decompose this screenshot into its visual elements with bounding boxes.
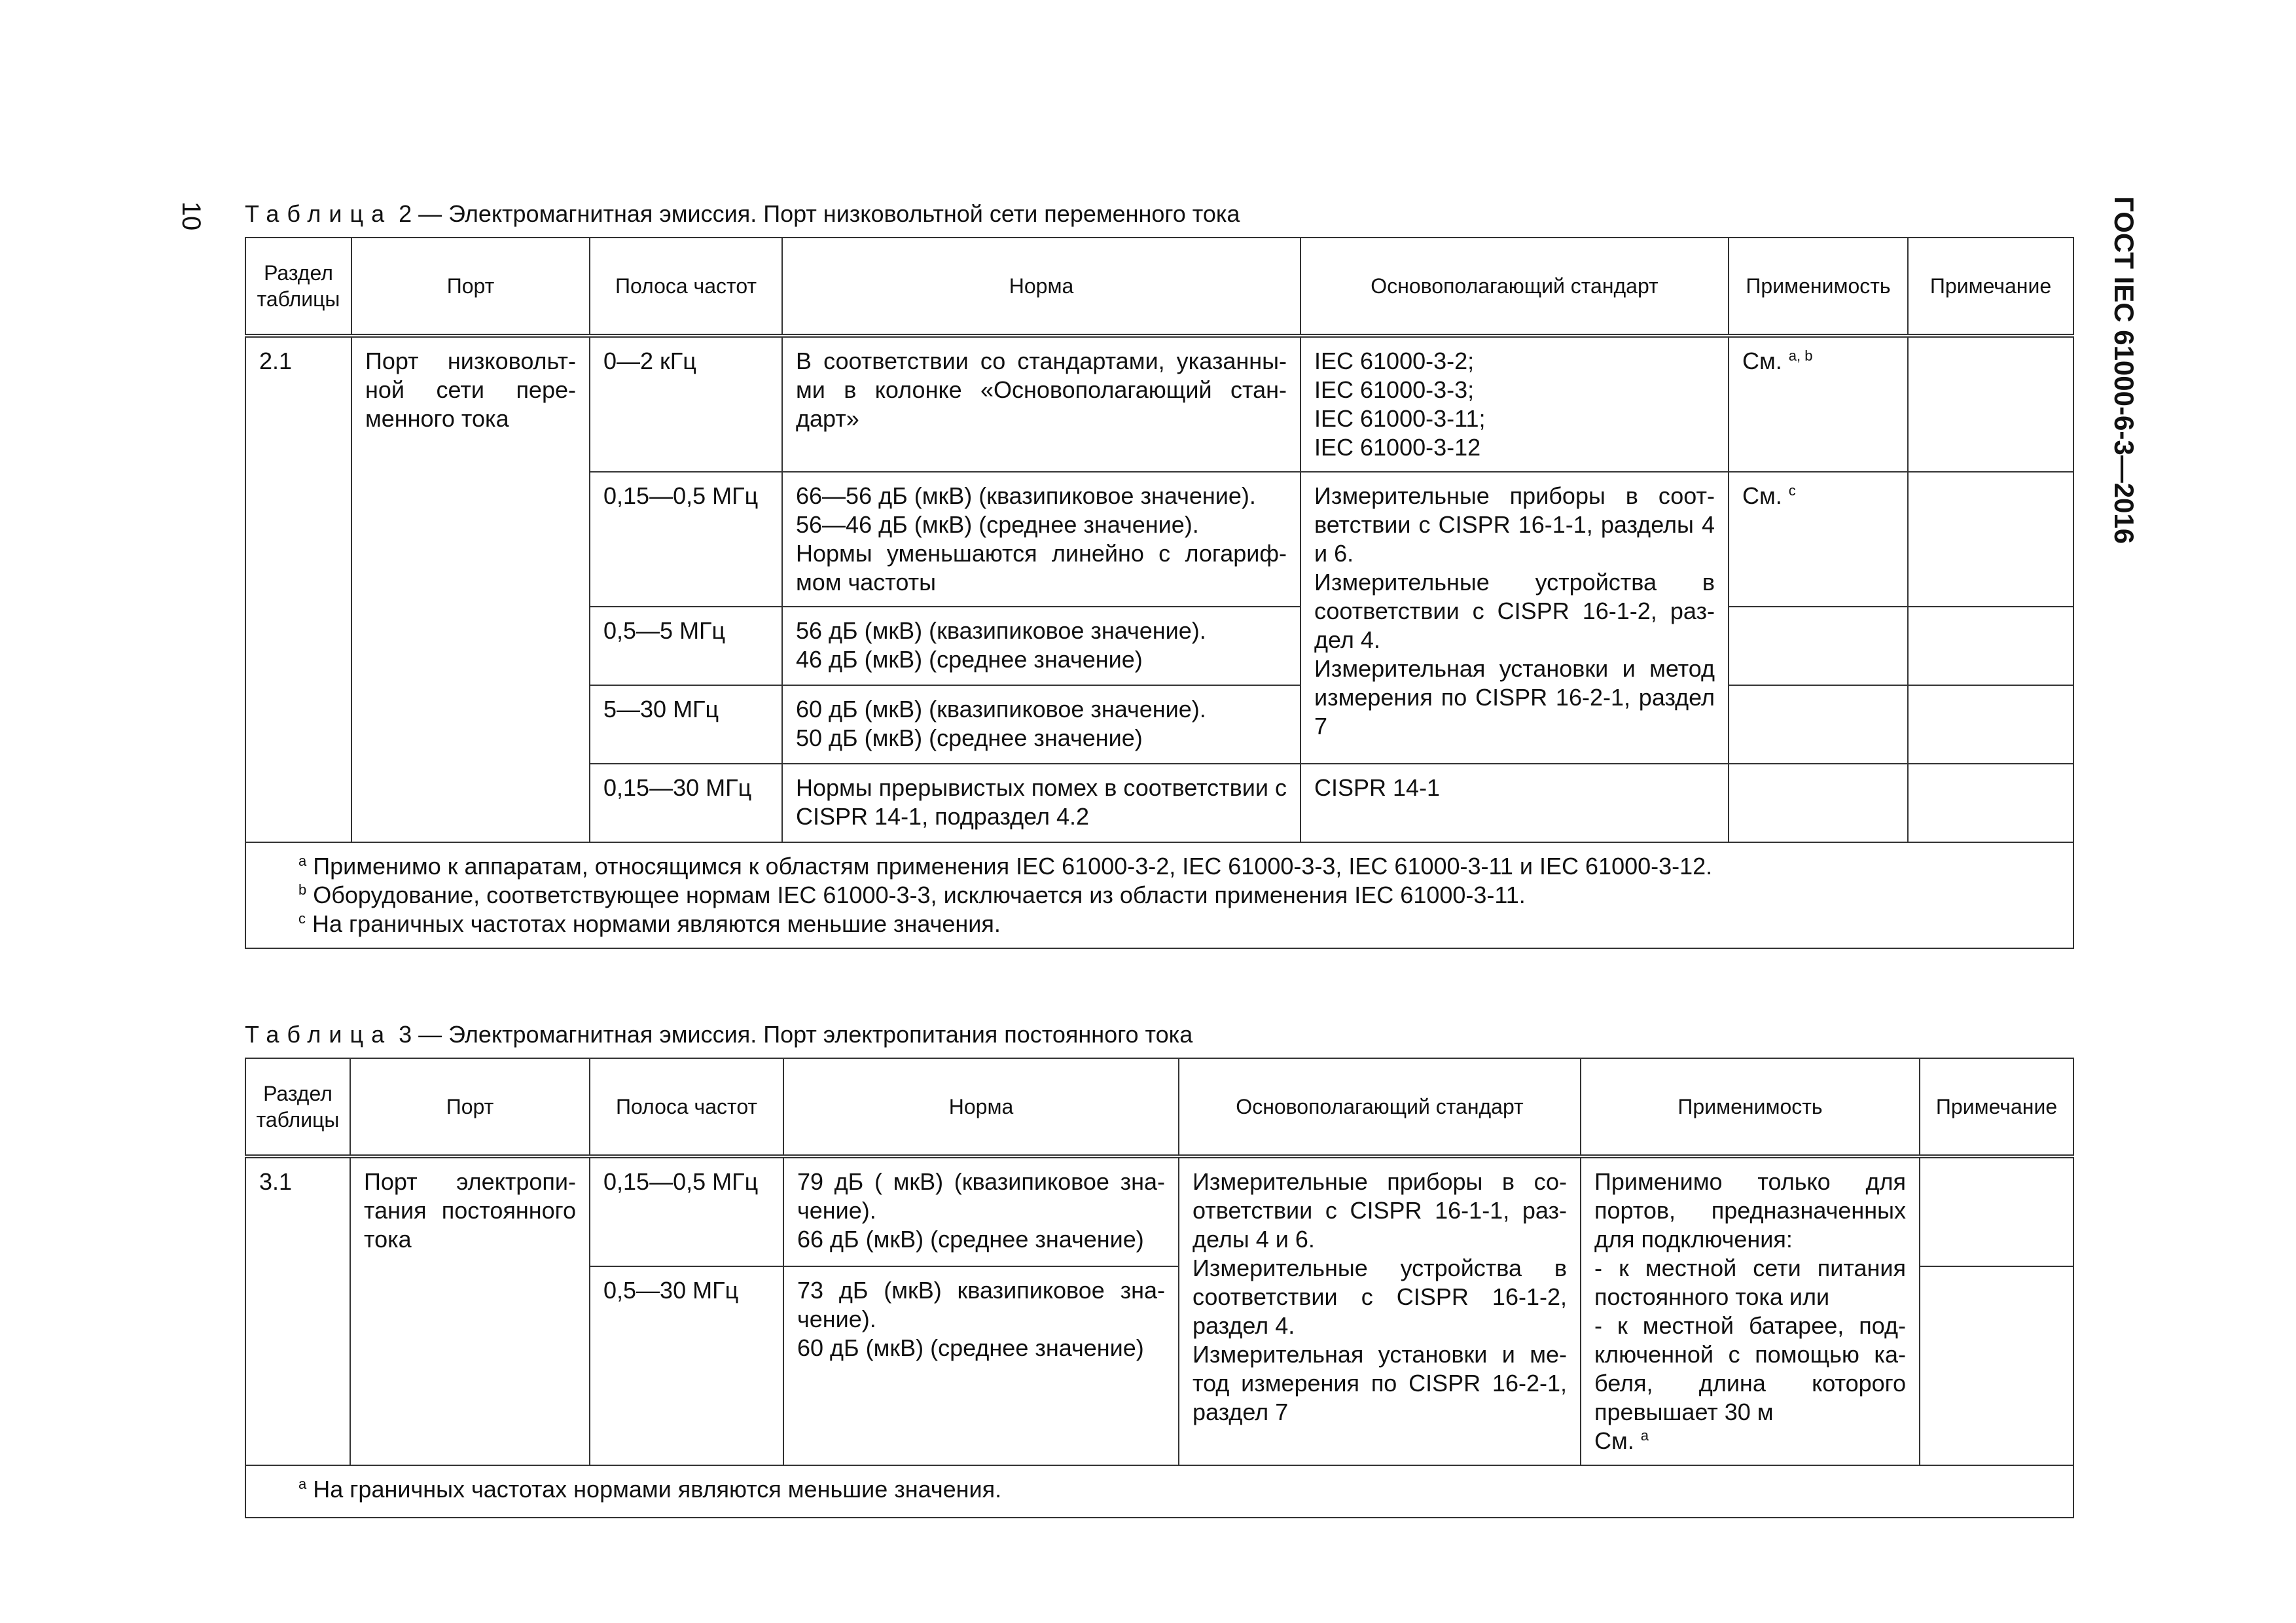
table3-footnotes: [245, 1465, 2073, 1518]
table2-port-cell: Порт низковольтной сети переменного тока: [351, 336, 590, 842]
table2-footnotes-row: [245, 842, 2073, 948]
table2-header-norm: Норма: [782, 238, 1300, 336]
table2-applicability-cell: [1729, 764, 1908, 842]
table3-header-band: Полоса частот: [590, 1058, 783, 1156]
table2-band-cell: 0—2 кГц: [590, 336, 782, 472]
table2-header-band: Полоса частот: [590, 238, 782, 336]
table3: [245, 1058, 2074, 1518]
table2-note-cell: [1908, 764, 2073, 842]
table3-header-port: Порт: [350, 1058, 590, 1156]
table2-row: [245, 336, 2073, 472]
table2: [245, 237, 2074, 949]
table2-footnote: $^c$ На граничных частотах нормами являются меньшие значения.: [298, 910, 1001, 937]
table2-applicability-cell: См. $^{a, b}$: [1729, 336, 1908, 472]
table3-caption-text: 3 — Электромагнитная эмиссия. Порт электропитания постоянного тока: [392, 1021, 1193, 1048]
table2-shared-standard-cell: Измерительные приборы в соответствии с CISPR 16-1-1, разделы 4 и 6. Измерительные устройства в соответствии с CISPR 16-1-2, раздел 4. Измерительная установки и метод измерения по CISPR 16-2-1, раздел 7: [1300, 472, 1729, 764]
table3-header-row: [245, 1058, 2073, 1156]
table3-caption-word: Таблица: [245, 1021, 393, 1048]
page-number: 10: [177, 201, 206, 231]
table3-row: [245, 1156, 2073, 1266]
table2-norm-cell: 56 дБ (мкВ) (квазипиковое значение). 46 дБ (мкВ) (среднее значение): [782, 607, 1300, 685]
table2-footnote: $^b$ Оборудование, соответствующее нормам IEC 61000-3-3, исключается из области применения IEC 61000-3-11.: [298, 882, 1526, 908]
table3-applicability-cell: Применимо только для портов, предназначенных для подключения: - к местной сети питания постоянного тока или - к местной батарее, подключенной с помощью кабеля, длина которого превышает 30 м См. $^a$: [1581, 1156, 1920, 1465]
table3-header-standard: Основополагающий стандарт: [1179, 1058, 1581, 1156]
table3-port-cell: Порт электропитания постоянного тока: [350, 1156, 590, 1465]
table3-note-cell: [1920, 1266, 2073, 1465]
table2-note-cell: [1908, 336, 2073, 472]
table3-section-cell: 3.1: [245, 1156, 350, 1465]
table3-caption: [245, 1021, 1193, 1048]
table2-applicability-cell: [1729, 685, 1908, 764]
table3-note-cell: [1920, 1156, 2073, 1266]
table2-applicability-cell: См. $^c$: [1729, 472, 1908, 607]
table2-band-cell: 0,5—5 МГц: [590, 607, 782, 685]
table2-norm-cell: Нормы прерывистых помех в соответствии с CISPR 14-1, подраздел 4.2: [782, 764, 1300, 842]
table2-caption-word: Таблица: [245, 200, 393, 227]
table3-header-applicability: Применимость: [1581, 1058, 1920, 1156]
table2-norm-cell: 66—56 дБ (мкВ) (квазипиковое значение). 56—46 дБ (мкВ) (среднее значение). Нормы уменьшаются линейно с логарифмом частоты: [782, 472, 1300, 607]
table3-header-section: Раздел таблицы: [245, 1058, 350, 1156]
document-side-title: ГОСТ IEC 61000-6-3—2016: [2109, 196, 2140, 544]
table2-standard-cell: IEC 61000-3-2; IEC 61000-3-3; IEC 61000-3-11; IEC 61000-3-12: [1300, 336, 1729, 472]
table2-band-cell: 0,15—0,5 МГц: [590, 472, 782, 607]
table3-header-norm: Норма: [783, 1058, 1179, 1156]
table2-standard-cell: CISPR 14-1: [1300, 764, 1729, 842]
table2-caption: [245, 200, 1240, 228]
table2-band-cell: 5—30 МГц: [590, 685, 782, 764]
table2-header-note: Примечание: [1908, 238, 2073, 336]
table2-footnotes: [245, 842, 2073, 948]
table3-footnotes-row: [245, 1465, 2073, 1518]
table2-header-port: Порт: [351, 238, 590, 336]
table2-section-cell: 2.1: [245, 336, 351, 842]
table2-header-applicability: Применимость: [1729, 238, 1908, 336]
table3-band-cell: 0,15—0,5 МГц: [590, 1156, 783, 1266]
table2-caption-text: 2 — Электромагнитная эмиссия. Порт низковольтной сети переменного тока: [392, 200, 1240, 227]
table2-note-cell: [1908, 607, 2073, 685]
table3-norm-cell: 79 дБ ( мкВ) (квазипиковое значение). 66 дБ (мкВ) (среднее значение): [783, 1156, 1179, 1266]
table2-note-cell: [1908, 685, 2073, 764]
table2-note-cell: [1908, 472, 2073, 607]
table2-header-standard: Основополагающий стандарт: [1300, 238, 1729, 336]
table2-footnote: $^a$ Применимо к аппаратам, относящимся к областям применения IEC 61000-3-2, IEC 61000-3-3, IEC 61000-3-11 и IEC 61000-3-12.: [298, 853, 1713, 880]
table2-header-section: Раздел таблицы: [245, 238, 351, 336]
table3-header-note: Примечание: [1920, 1058, 2073, 1156]
table2-header-row: [245, 238, 2073, 336]
table2-norm-cell: В соответствии со стандартами, указанными в колонке «Основополагающий стандарт»: [782, 336, 1300, 472]
table2-band-cell: 0,15—30 МГц: [590, 764, 782, 842]
table3-footnote: $^a$ На граничных частотах нормами являются меньшие значения.: [298, 1476, 1002, 1503]
table3-norm-cell: 73 дБ (мкВ) квазипиковое значение). 60 дБ (мкВ) (среднее значение): [783, 1266, 1179, 1465]
table2-norm-cell: 60 дБ (мкВ) (квазипиковое значение). 50 дБ (мкВ) (среднее значение): [782, 685, 1300, 764]
table3-band-cell: 0,5—30 МГц: [590, 1266, 783, 1465]
table2-applicability-cell: [1729, 607, 1908, 685]
table3-standard-cell: Измерительные приборы в соответствии с CISPR 16-1-1, разделы 4 и 6. Измерительные устройства в соответствии с CISPR 16-1-2, раздел 4. Измерительная установки и метод измерения по CISPR 16-2-1, раздел 7: [1179, 1156, 1581, 1465]
